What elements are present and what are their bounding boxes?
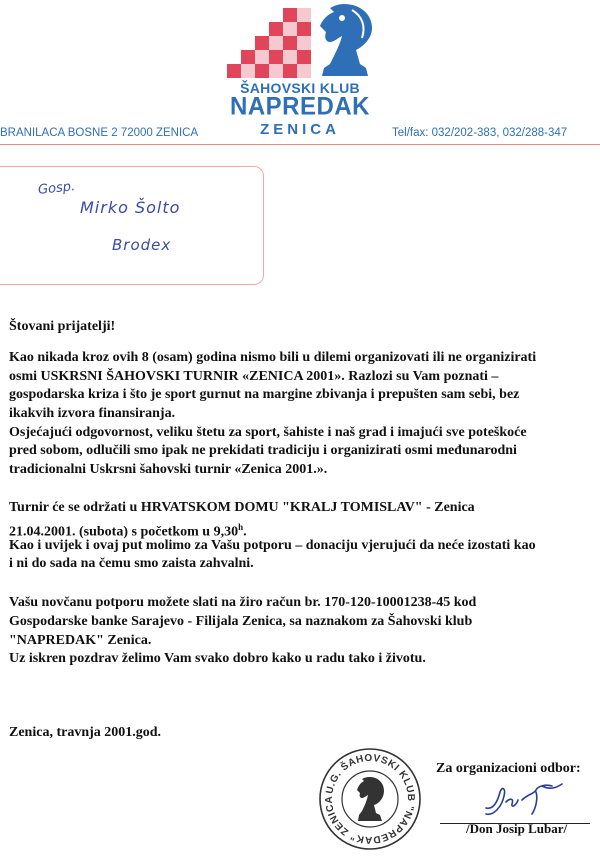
tournament-date-end: . <box>243 524 247 540</box>
checker-square <box>269 22 283 36</box>
paragraph-line: Gospodarske banke Sarajevo - Filijala Zenica, sa naznakom za Šahovski klub <box>9 614 473 629</box>
paragraph-line: tradicionalni Uskrsni šahovski turnir «Zenica 2001.». <box>9 462 328 477</box>
recipient-salutation: Gosp. <box>37 179 76 198</box>
checker-square <box>269 64 283 78</box>
checker-square <box>269 36 283 50</box>
checker-square <box>283 22 297 36</box>
checker-square <box>297 64 311 78</box>
stamp-text: U.G. ŠAHOVSKI KLUB "NAPREDAK" ZENICA <box>323 752 417 846</box>
greeting: Štovani prijatelji! <box>9 319 116 334</box>
club-name-line1: ŠAHOVSKI KLUB <box>240 80 360 96</box>
club-phone: Tel/fax: 032/202-383, 032/288-347 <box>392 127 568 139</box>
checker-square <box>297 22 311 36</box>
paragraph-line: Osjećajući odgovornost, veliku štetu za sport, šahiste i naš grad i imajući sve poteškoće <box>9 425 527 440</box>
place-date: Zenica, travnja 2001.god. <box>9 725 162 740</box>
paragraph-line: ikakvih izvora finansiranja. <box>9 406 176 421</box>
paragraph-line: Turnir će se održati u HRVATSKOM DOMU "KRALJ TOMISLAV" - Zenica <box>9 500 475 515</box>
signature-label: Za organizacioni odbor: <box>436 761 581 776</box>
signatory-name: /Don Josip Lubar/ <box>466 821 568 836</box>
checker-square <box>283 36 297 50</box>
paragraph-line: gospodarska kriza i što je sport gurnut na margine zbivanja i prepušten sam sebi, bez <box>9 387 520 402</box>
knight-logo-icon <box>312 2 378 78</box>
recipient-company: Brodex <box>112 236 172 254</box>
checker-square <box>255 50 269 64</box>
paragraph-line: "NAPREDAK" Zenica. <box>9 633 152 648</box>
checker-square <box>255 64 269 78</box>
recipient-name: Mirko Šolto <box>80 198 181 217</box>
paragraph-line: pred sobom, odlučili smo ipak ne prekidati tradiciju i organizirati osmi međunarodni <box>9 443 517 458</box>
paragraph-line: Kao nikada kroz ovih 8 (osam) godina nismo bili u dilemi organizovati ili ne organizirati <box>9 350 537 365</box>
checker-square <box>297 36 311 50</box>
club-stamp-icon <box>318 747 422 851</box>
checker-square <box>227 64 241 78</box>
paragraph-line: Uz iskren pozdrav želimo Vam svako dobro kako u radu tako i životu. <box>9 651 426 666</box>
chessboard-logo-icon <box>227 0 311 78</box>
checker-square <box>241 64 255 78</box>
checker-square <box>297 8 311 22</box>
checker-square <box>283 50 297 64</box>
checker-square <box>269 50 283 64</box>
handwritten-signature-icon <box>476 780 576 820</box>
checker-square <box>241 50 255 64</box>
club-name-line2: NAPREDAK <box>229 92 370 121</box>
checker-square <box>255 36 269 50</box>
letterhead-divider <box>0 144 600 145</box>
paragraph-line: Kao i uvijek i ovaj put molimo za Vašu potporu – donaciju vjerujući da neće izostati kao <box>9 538 536 553</box>
club-address: BRANILACA BOSNE 2 72000 ZENICA <box>0 127 199 139</box>
checker-square <box>283 64 297 78</box>
tournament-date: 21.04.2001. (subota) s početkom u 9,30 <box>9 524 239 540</box>
paragraph-line: Vašu novčanu potporu možete slati na žiro račun br. 170-120-10001238-45 kod <box>9 595 477 610</box>
paragraph-line: i ni do sada na čemu smo zaista zahvalni. <box>9 556 254 571</box>
hour-superscript: h <box>238 522 244 532</box>
checker-square <box>283 8 297 22</box>
paragraph-line: osmi USKRSNI ŠAHOVSKI TURNIR «ZENICA 2001». Razlozi su Vam poznati – <box>9 369 499 384</box>
club-name-line3: ZENICA <box>260 121 340 138</box>
checker-square <box>297 50 311 64</box>
